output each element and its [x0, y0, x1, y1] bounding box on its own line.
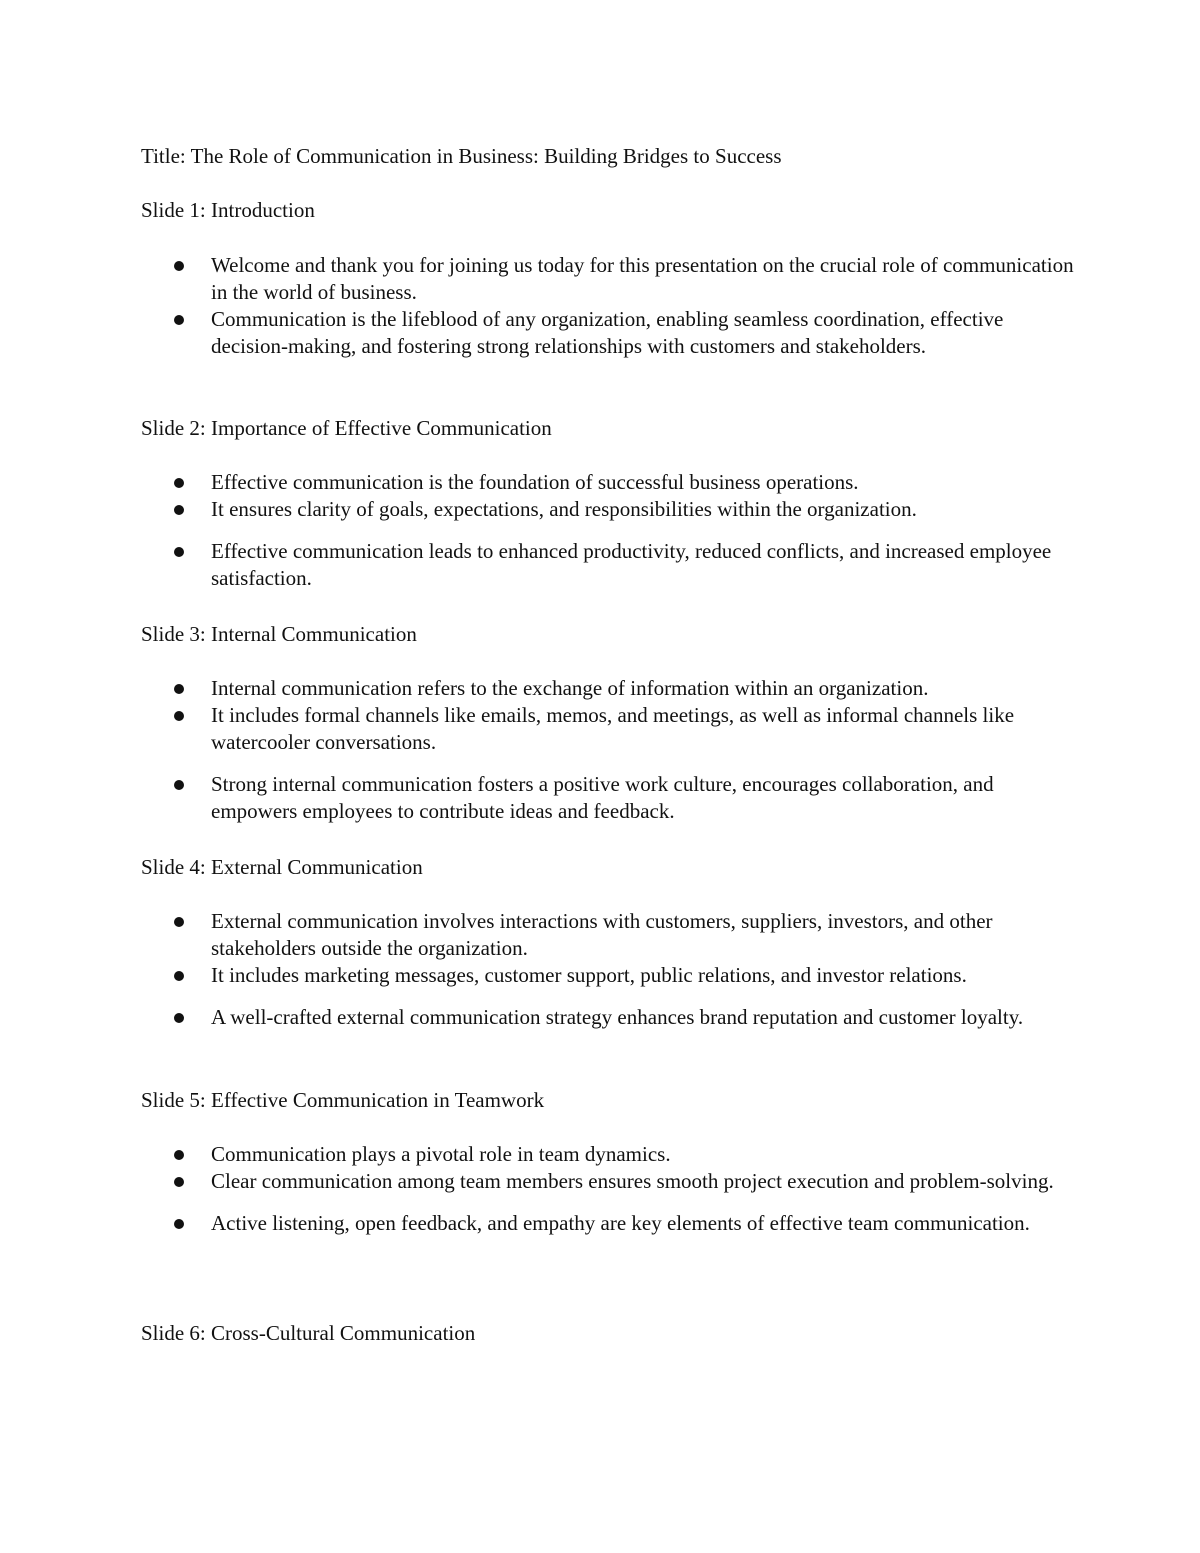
bullet-icon [174, 505, 184, 515]
bullet-text: Active listening, open feedback, and empathy are key elements of effective team communication. [211, 1211, 1030, 1235]
bullet-icon [174, 315, 184, 325]
list-item [141, 1168, 1081, 1195]
slide-2-bullets [141, 469, 1081, 592]
slide-2-heading: Slide 2: Importance of Effective Communication [141, 416, 552, 440]
bullet-icon [174, 711, 184, 721]
slide-4-bullets [141, 908, 1081, 1031]
list-item [141, 469, 1081, 496]
bullet-text: Effective communication leads to enhanced productivity, reduced conflicts, and increased employee satisfaction. [211, 539, 1052, 590]
bullet-icon [174, 261, 184, 271]
slide-3-heading: Slide 3: Internal Communication [141, 622, 417, 646]
list-item [141, 1141, 1081, 1168]
list-item [141, 771, 1081, 825]
slide-6-heading: Slide 6: Cross-Cultural Communication [141, 1321, 476, 1345]
bullet-text: Welcome and thank you for joining us today for this presentation on the crucial role of communication in the world of business. [211, 253, 1074, 304]
bullet-text: It includes marketing messages, customer support, public relations, and investor relations. [211, 963, 967, 987]
bullet-text: Clear communication among team members ensures smooth project execution and problem-solving. [211, 1169, 1054, 1193]
bullet-icon [174, 684, 184, 694]
list-item [141, 1210, 1081, 1237]
document-title: Title: The Role of Communication in Business: Building Bridges to Success [141, 144, 782, 168]
list-item [141, 908, 1081, 962]
slide-1-heading: Slide 1: Introduction [141, 198, 315, 222]
bullet-icon [174, 917, 184, 927]
bullet-icon [174, 1219, 184, 1229]
bullet-text: Strong internal communication fosters a positive work culture, encourages collaboration, and empowers employees to contribute ideas and feedback. [211, 772, 994, 823]
list-item [141, 496, 1081, 523]
bullet-icon [174, 478, 184, 488]
bullet-text: External communication involves interactions with customers, suppliers, investors, and other stakeholders outside the organization. [211, 909, 993, 960]
list-item [141, 702, 1081, 756]
bullet-text: Effective communication is the foundation of successful business operations. [211, 470, 859, 494]
bullet-icon [174, 971, 184, 981]
list-item [141, 962, 1081, 989]
list-item [141, 306, 1081, 360]
bullet-icon [174, 780, 184, 790]
slide-5-heading: Slide 5: Effective Communication in Teamwork [141, 1088, 545, 1112]
bullet-icon [174, 1177, 184, 1187]
list-item [141, 252, 1081, 306]
slide-5-bullets [141, 1141, 1081, 1237]
bullet-text: It includes formal channels like emails, memos, and meetings, as well as informal channels like watercooler conversations. [211, 703, 1015, 754]
list-item [141, 1004, 1081, 1031]
bullet-icon [174, 1013, 184, 1023]
bullet-icon [174, 1150, 184, 1160]
bullet-icon [174, 547, 184, 557]
bullet-text: It ensures clarity of goals, expectations, and responsibilities within the organization. [211, 497, 917, 521]
bullet-text: Communication plays a pivotal role in team dynamics. [211, 1142, 671, 1166]
slide-3-bullets [141, 675, 1081, 825]
slide-4-heading: Slide 4: External Communication [141, 855, 423, 879]
list-item [141, 675, 1081, 702]
bullet-text: Internal communication refers to the exchange of information within an organization. [211, 676, 929, 700]
bullet-text: Communication is the lifeblood of any organization, enabling seamless coordination, effective decision-making, and fostering strong relationships with customers and stakeholders. [211, 307, 1004, 358]
slide-1-bullets [141, 252, 1081, 360]
bullet-text: A well-crafted external communication strategy enhances brand reputation and customer loyalty. [211, 1005, 1024, 1029]
list-item [141, 538, 1081, 592]
